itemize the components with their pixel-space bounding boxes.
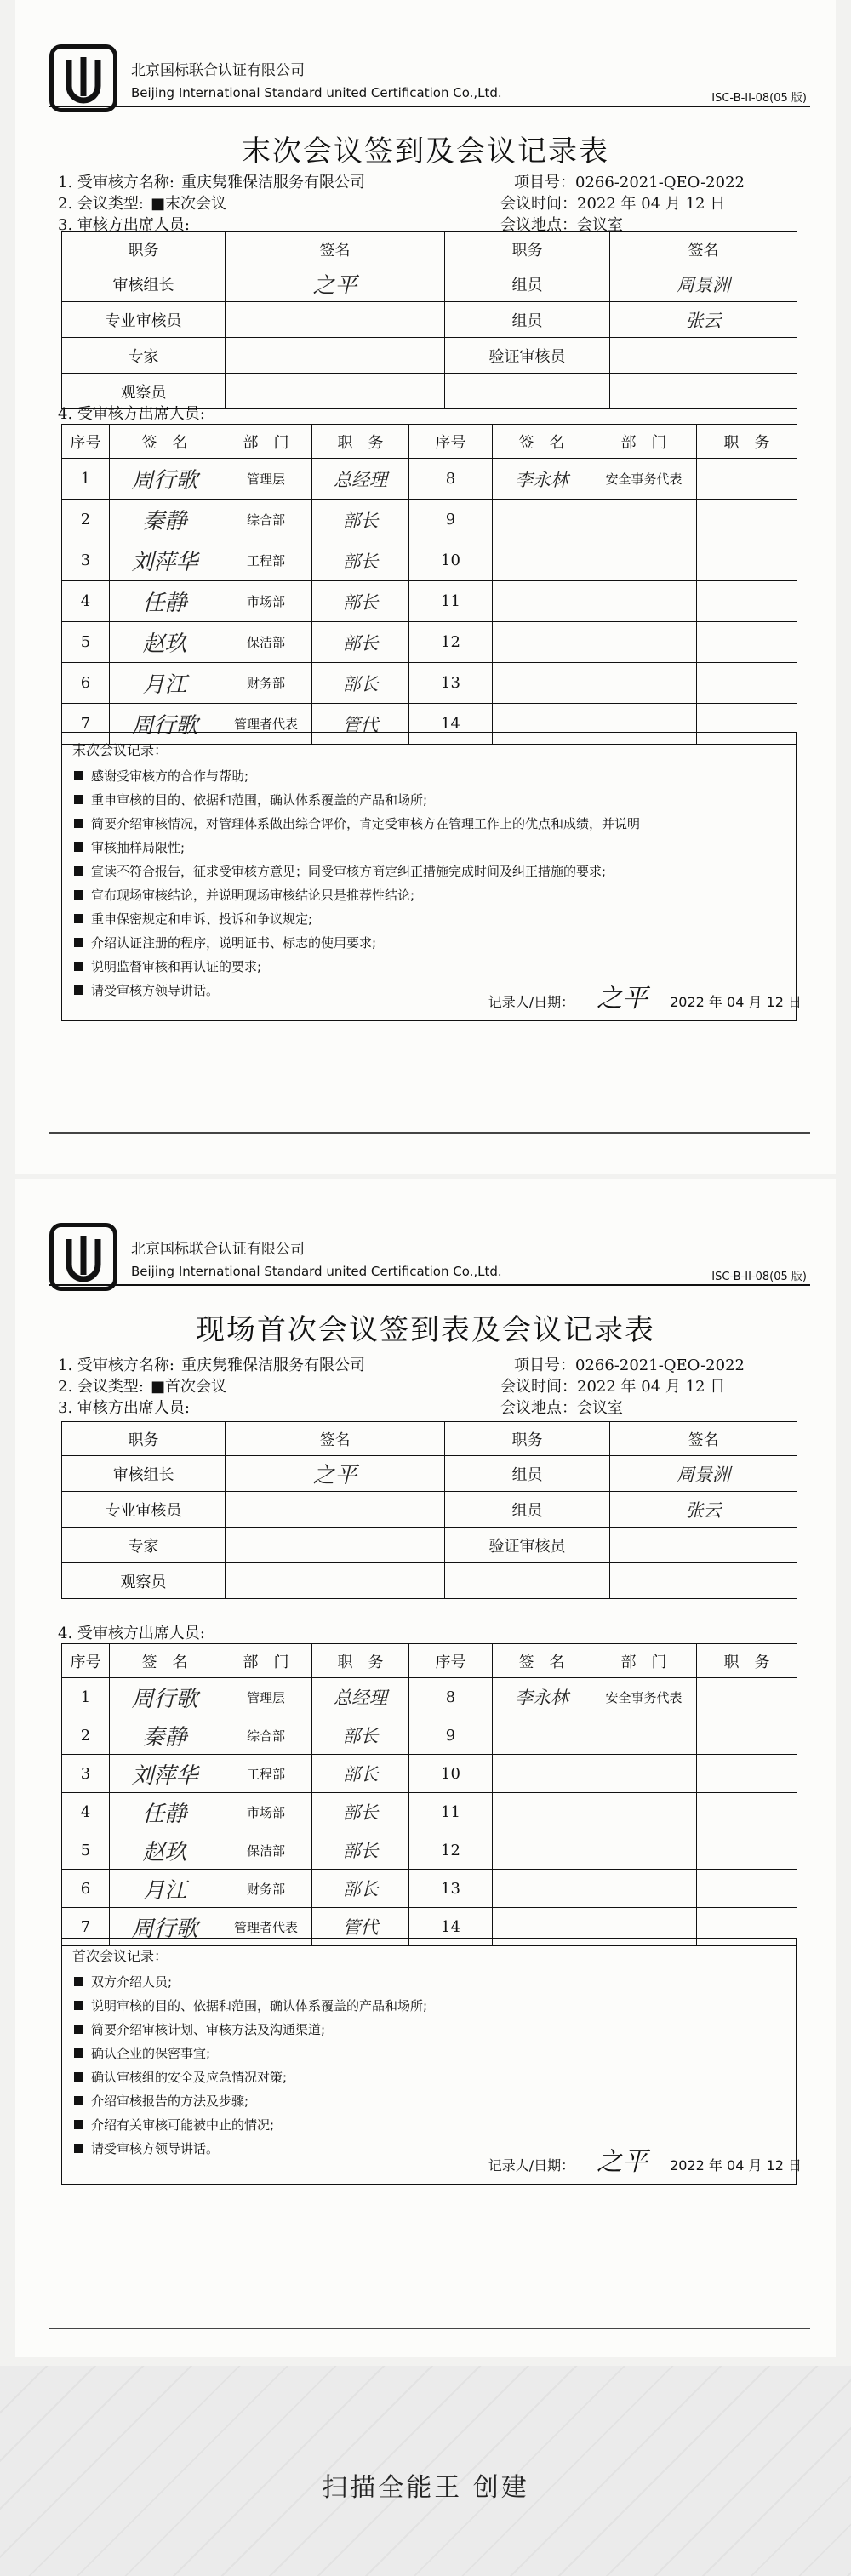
- page-bottom-rule: [49, 1132, 810, 1134]
- table-header-row: 序号 签 名 部 门 职 务 序号 签 名 部 门 职 务: [62, 425, 797, 459]
- auditee-attendees-label: 4. 受审核方出席人员:: [58, 405, 205, 423]
- page-title: 末次会议签到及会议记录表: [242, 134, 609, 168]
- meeting-place: 会议室: [577, 216, 623, 234]
- auditor-attendees-label: 3. 审核方出席人员:: [58, 1399, 190, 1417]
- project-line: 项目号：0266-2021-QEO-2022: [514, 1357, 745, 1374]
- signature: 赵玖: [110, 622, 220, 663]
- org-name-en: Beijing International Standard united Certification Co.,Ltd.: [131, 85, 502, 100]
- table-row: 4 任静 市场部 部长 11: [62, 1793, 797, 1831]
- auditee-attendee-table: [61, 424, 797, 745]
- signature: 刘萍华: [110, 540, 220, 581]
- list-item: 简要介绍审核计划、审核方法及沟通渠道;: [72, 2018, 785, 2042]
- signature: 李永林: [493, 459, 591, 500]
- recorder-line: 记录人/日期： 之平 2022 年 04 月 12 日: [488, 2147, 802, 2177]
- signature: 月江: [110, 663, 220, 704]
- auditor-attendees-label: 3. 审核方出席人员:: [58, 216, 190, 234]
- recorder-signature: 之平: [597, 984, 648, 1014]
- list-item: 说明监督审核和再认证的要求;: [72, 955, 785, 979]
- doc-code: ISC-B-II-08(05 版): [711, 1271, 807, 1283]
- record-title: 末次会议记录：: [72, 742, 168, 758]
- table-row: 1 周行歌 管理层 总经理 8 李永林 安全事务代表: [62, 1678, 797, 1716]
- meeting-type-line: 2. 会议类型: ■首次会议: [58, 1378, 226, 1396]
- signature: 任静: [110, 581, 220, 622]
- table-row: 2 秦静 综合部 部长 9: [62, 500, 797, 540]
- signature: 赵玖: [110, 1831, 220, 1870]
- signature: 月江: [110, 1870, 220, 1908]
- signature: 刘萍华: [110, 1755, 220, 1793]
- auditee-name: 重庆隽雅保洁服务有限公司: [180, 1357, 365, 1374]
- signature: 之平: [226, 1456, 445, 1492]
- signature: 李永林: [493, 1678, 591, 1716]
- page-title: 现场首次会议签到表及会议记录表: [196, 1313, 655, 1347]
- table-row: 4 任静 市场部 部长 11: [62, 581, 797, 622]
- record-list: [72, 764, 785, 1002]
- meeting-type: ■首次会议: [150, 1378, 226, 1396]
- table-row: 观察员: [62, 1563, 797, 1599]
- table-row: 观察员: [62, 374, 797, 409]
- org-name-en: Beijing International Standard united Certification Co.,Ltd.: [131, 1264, 502, 1279]
- recorder-signature: 之平: [597, 2147, 648, 2177]
- signature: 张云: [610, 1492, 797, 1528]
- list-item: 介绍有关审核可能被中止的情况;: [72, 2113, 785, 2137]
- project-line: 项目号：0266-2021-QEO-2022: [514, 174, 745, 191]
- list-item: 请受审核方领导讲话。: [72, 2137, 785, 2161]
- table-row: 2 秦静 综合部 部长 9: [62, 1716, 797, 1755]
- list-item: 简要介绍审核情况，对管理体系做出综合评价，肯定受审核方在管理工作上的优点和成绩，并说明: [72, 812, 785, 836]
- scanner-watermark-text: 扫描全能王 创建: [322, 2473, 529, 2503]
- auditee-line: 1. 受审核方名称: 重庆隽雅保洁服务有限公司: [58, 1357, 365, 1374]
- meeting-time: 2022 年 04 月 12 日: [577, 1378, 726, 1396]
- doc-code: ISC-B-II-08(05 版): [711, 92, 807, 105]
- table-row: 专业审核员 组员 张云: [62, 1492, 797, 1528]
- signature: 周景洲: [610, 266, 797, 302]
- table-row: 专业审核员 组员 张云: [62, 302, 797, 338]
- auditee-line: 1. 受审核方名称: 重庆隽雅保洁服务有限公司: [58, 174, 365, 191]
- auditee-attendees-label: 4. 受审核方出席人员:: [58, 1625, 205, 1642]
- meeting-place: 会议室: [577, 1399, 623, 1417]
- project-no: 0266-2021-QEO-2022: [575, 1357, 745, 1374]
- meeting-time-line: 会议时间：2022 年 04 月 12 日: [500, 195, 726, 213]
- auditee-attendee-table: [61, 1643, 797, 1946]
- signature: 秦静: [110, 1716, 220, 1755]
- table-row: 6 月江 财务部 部长 13: [62, 1870, 797, 1908]
- org-name-cn: 北京国标联合认证有限公司: [131, 1241, 305, 1258]
- auditor-table: [61, 231, 797, 409]
- recorder-line: 记录人/日期： 之平 2022 年 04 月 12 日: [488, 984, 802, 1014]
- list-item: 介绍认证注册的程序，说明证书、标志的使用要求;: [72, 931, 785, 955]
- record-title: 首次会议记录：: [72, 1948, 168, 1964]
- table-header-row: 职务 签名 职务 签名: [62, 232, 797, 266]
- meeting-time: 2022 年 04 月 12 日: [577, 195, 726, 213]
- table-row: 1 周行歌 管理层 总经理 8 李永林 安全事务代表: [62, 459, 797, 500]
- signature: 周行歌: [110, 704, 220, 745]
- meeting-place-line: 会议地点：会议室: [500, 216, 623, 234]
- list-item: 说明审核的目的、依据和范围，确认体系覆盖的产品和场所;: [72, 1994, 785, 2018]
- list-item: 宣读不符合报告，征求受审核方意见；同受审核方商定纠正措施完成时间及纠正措施的要求;: [72, 860, 785, 883]
- list-item: 介绍审核报告的方法及步骤;: [72, 2089, 785, 2113]
- table-row: 审核组长 之平 组员 周景洲: [62, 1456, 797, 1492]
- page-bottom-rule: [49, 2328, 810, 2329]
- recorder-date: 2022 年 04 月 12 日: [670, 2157, 802, 2173]
- recorder-date: 2022 年 04 月 12 日: [670, 994, 802, 1010]
- table-row: 7 周行歌 管理者代表 管代 14: [62, 1908, 797, 1946]
- header-rule: [49, 106, 810, 107]
- auditee-name: 重庆隽雅保洁服务有限公司: [180, 174, 365, 191]
- signature: 周行歌: [110, 1678, 220, 1716]
- list-item: 重申审核的目的、依据和范围，确认体系覆盖的产品和场所;: [72, 788, 785, 812]
- first-meeting-sheet: [15, 1179, 836, 2357]
- isc-logo: [49, 1223, 117, 1291]
- signature: 周景洲: [610, 1456, 797, 1492]
- isc-logo: [49, 44, 117, 112]
- final-meeting-sheet: [15, 0, 836, 1174]
- meeting-place-line: 会议地点：会议室: [500, 1399, 623, 1417]
- meeting-type-line: 2. 会议类型: ■末次会议: [58, 195, 226, 213]
- org-name-cn: 北京国标联合认证有限公司: [131, 62, 305, 79]
- table-row: 3 刘萍华 工程部 部长 10: [62, 1755, 797, 1793]
- meeting-type: ■末次会议: [150, 195, 226, 213]
- table-row: 3 刘萍华 工程部 部长 10: [62, 540, 797, 581]
- table-row: 专家 验证审核员: [62, 338, 797, 374]
- signature: 周行歌: [110, 459, 220, 500]
- signature: 周行歌: [110, 1908, 220, 1946]
- table-row: 6 月江 财务部 部长 13: [62, 663, 797, 704]
- project-no: 0266-2021-QEO-2022: [575, 174, 745, 191]
- table-row: 5 赵玖 保洁部 部长 12: [62, 1831, 797, 1870]
- meeting-time-line: 会议时间：2022 年 04 月 12 日: [500, 1378, 726, 1396]
- table-row: 7 周行歌 管理者代表 管代 14: [62, 704, 797, 745]
- signature: 张云: [610, 302, 797, 338]
- list-item: 确认审核组的安全及应急情况对策;: [72, 2065, 785, 2089]
- list-item: 宣布现场审核结论，并说明现场审核结论只是推荐性结论;: [72, 883, 785, 907]
- list-item: 审核抽样局限性;: [72, 836, 785, 860]
- table-header-row: 职务 签名 职务 签名: [62, 1422, 797, 1456]
- list-item: 双方介绍人员;: [72, 1970, 785, 1994]
- record-list: [72, 1970, 785, 2161]
- auditor-table: [61, 1421, 797, 1599]
- list-item: 确认企业的保密事宜;: [72, 2042, 785, 2065]
- list-item: 感谢受审核方的合作与帮助;: [72, 764, 785, 788]
- table-row: 5 赵玖 保洁部 部长 12: [62, 622, 797, 663]
- header-rule: [49, 1284, 810, 1286]
- table-header-row: 序号 签 名 部 门 职 务 序号 签 名 部 门 职 务: [62, 1644, 797, 1678]
- list-item: 重申保密规定和申诉、投诉和争议规定;: [72, 907, 785, 931]
- list-item: 请受审核方领导讲话。: [72, 979, 785, 1002]
- signature: 之平: [226, 266, 445, 302]
- signature: 秦静: [110, 500, 220, 540]
- table-row: 专家 验证审核员: [62, 1528, 797, 1563]
- signature: 任静: [110, 1793, 220, 1831]
- table-row: 审核组长 之平 组员 周景洲: [62, 266, 797, 302]
